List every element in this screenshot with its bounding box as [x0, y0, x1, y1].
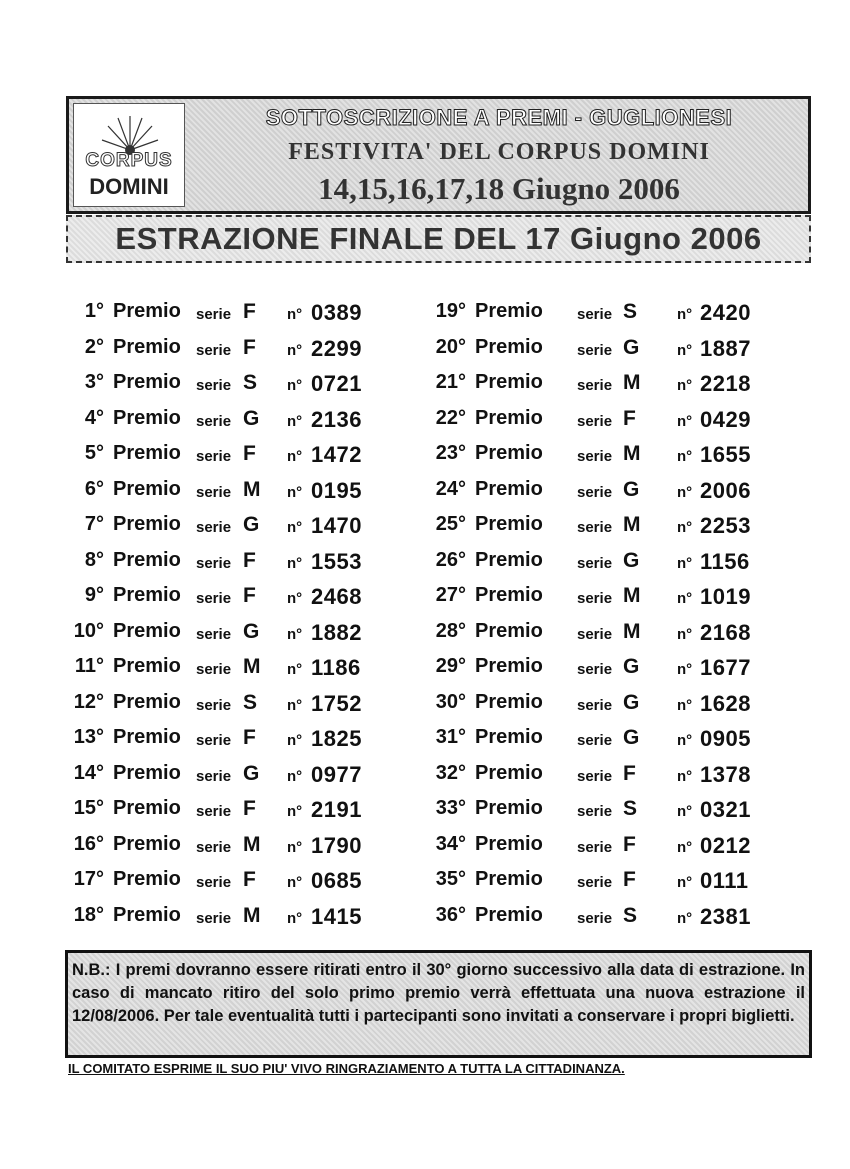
prize-rank: 1° [84, 300, 104, 322]
serie-letter: G [243, 513, 260, 536]
premio-label: Premio [475, 513, 543, 535]
prize-number: 0905 [700, 726, 751, 751]
prize-rank: 32° [435, 761, 466, 784]
numero-label: n° [287, 590, 303, 607]
serie-label: serie [577, 838, 613, 856]
prize-rank: 7° [84, 513, 104, 535]
prize-number: 1186 [311, 655, 361, 680]
prize-rank: 26° [435, 548, 466, 571]
prize-rank: 27° [435, 584, 466, 606]
numero-label: n° [677, 590, 693, 607]
prize-number: 2381 [700, 903, 751, 929]
serie-label: serie [196, 696, 232, 714]
serie-label: serie [577, 803, 613, 820]
serie-letter: M [243, 655, 261, 678]
prize-rank: 25° [435, 513, 466, 535]
prize-rank: 12° [73, 690, 104, 713]
premio-label: Premio [475, 406, 543, 429]
serie-label: serie [196, 590, 232, 607]
premio-label: Premio [475, 726, 543, 748]
header-line-3: 14,15,16,17,18 Giugno 2006 [318, 171, 680, 206]
serie-letter: F [623, 868, 636, 891]
prize-number: 0429 [700, 406, 751, 432]
serie-letter: S [623, 300, 638, 323]
prize-rank: 36° [435, 903, 466, 926]
serie-label: serie [196, 909, 232, 927]
serie-letter: M [243, 477, 261, 501]
serie-letter: F [243, 442, 256, 465]
serie-label: serie [577, 377, 613, 394]
premio-label: Premio [113, 300, 181, 322]
prize-rank: 4° [84, 406, 104, 429]
serie-letter: M [623, 619, 641, 643]
numero-label: n° [677, 412, 693, 430]
serie-label: serie [196, 625, 232, 643]
footer-thanks: IL COMITATO ESPRIME IL SUO PIU' VIVO RINGRAZIAMENTO A TUTTA LA CITTADINANZA. [68, 1061, 625, 1076]
prize-number: 0685 [311, 868, 362, 893]
serie-letter: G [623, 548, 640, 572]
prize-rank: 31° [435, 726, 466, 748]
header-banner [66, 96, 811, 214]
prize-number: 0212 [700, 832, 751, 858]
numero-label: n° [287, 874, 303, 891]
prize-number: 0389 [311, 300, 362, 325]
serie-letter: F [243, 548, 256, 572]
serie-letter: S [623, 797, 638, 820]
prize-number: 1752 [311, 690, 362, 716]
serie-letter: F [243, 868, 256, 891]
numero-label: n° [287, 377, 303, 394]
prize-number: 1628 [700, 690, 751, 716]
prize-rank: 18° [73, 903, 104, 926]
premio-label: Premio [113, 797, 181, 819]
numero-label: n° [287, 909, 303, 927]
serie-letter: G [623, 726, 640, 749]
premio-label: Premio [113, 406, 181, 429]
numero-label: n° [677, 483, 693, 501]
prize-number: 2006 [700, 477, 751, 503]
premio-label: Premio [113, 513, 181, 535]
serie-letter: G [243, 619, 260, 643]
serie-label: serie [196, 483, 232, 501]
prize-rank: 14° [73, 761, 104, 784]
prize-number: 0321 [700, 797, 751, 822]
prize-number: 1415 [311, 903, 362, 929]
prize-rank: 15° [73, 797, 104, 819]
serie-letter: F [623, 832, 636, 856]
prize-rank: 19° [435, 300, 466, 322]
serie-label: serie [577, 909, 613, 927]
prize-rank: 13° [73, 726, 104, 748]
serie-label: serie [196, 767, 232, 785]
premio-label: Premio [113, 726, 181, 748]
premio-label: Premio [475, 797, 543, 819]
prize-number: 1677 [700, 655, 751, 680]
serie-letter: F [243, 797, 256, 820]
prize-number: 1470 [311, 513, 362, 538]
numero-label: n° [677, 554, 693, 572]
numero-label: n° [677, 377, 693, 394]
serie-letter: G [623, 655, 640, 678]
numero-label: n° [677, 874, 693, 891]
prize-rank: 10° [73, 619, 104, 642]
numero-label: n° [287, 661, 303, 678]
corpus-domini-logo [73, 103, 185, 207]
serie-letter: G [623, 690, 640, 714]
premio-label: Premio [113, 619, 181, 642]
numero-label: n° [287, 341, 303, 359]
serie-label: serie [196, 803, 232, 820]
premio-label: Premio [475, 619, 543, 642]
numero-label: n° [287, 306, 303, 323]
premio-label: Premio [113, 903, 181, 926]
premio-label: Premio [113, 655, 181, 677]
logo-text-top: CORPUS [85, 150, 173, 171]
prize-rank: 30° [435, 690, 466, 713]
prize-number: 0977 [311, 761, 362, 787]
premio-label: Premio [475, 868, 543, 890]
numero-label: n° [287, 838, 303, 856]
notice-text: N.B.: I premi dovranno essere ritirati entro il 30° giorno successivo alla data di estrazione. In caso di mancato ritiro del solo primo premio verrà effettuata una nuova estrazione il 12/08/2006. Per tale eventualità tutti i partecipanti sono invitati a conservare i propri biglietti. [72, 961, 805, 1025]
serie-letter: S [623, 903, 638, 927]
premio-label: Premio [475, 300, 543, 322]
serie-label: serie [577, 448, 613, 465]
logo-text-bottom: DOMINI [89, 174, 169, 199]
serie-letter: S [243, 690, 258, 714]
premio-label: Premio [113, 371, 181, 393]
serie-label: serie [577, 874, 613, 891]
numero-label: n° [677, 767, 693, 785]
prize-number: 2468 [311, 584, 362, 609]
numero-label: n° [677, 909, 693, 927]
premio-label: Premio [475, 335, 543, 358]
serie-letter: F [243, 335, 256, 359]
numero-label: n° [287, 732, 303, 749]
premio-label: Premio [113, 584, 181, 606]
prize-rank: 35° [435, 868, 466, 890]
serie-label: serie [577, 306, 613, 323]
prize-rank: 5° [84, 442, 104, 464]
prize-rank: 6° [84, 477, 104, 500]
serie-letter: M [623, 371, 641, 394]
numero-label: n° [677, 448, 693, 465]
serie-letter: M [623, 513, 641, 536]
prize-number: 0195 [311, 477, 362, 503]
premio-label: Premio [475, 584, 543, 606]
serie-label: serie [577, 590, 613, 607]
notice-box [65, 950, 812, 1058]
prize-number: 1019 [700, 584, 751, 609]
serie-letter: G [243, 761, 260, 785]
serie-letter: G [243, 406, 260, 430]
serie-label: serie [577, 341, 613, 359]
numero-label: n° [287, 519, 303, 536]
numero-label: n° [677, 838, 693, 856]
serie-label: serie [577, 661, 613, 678]
prize-number: 2420 [700, 300, 751, 325]
serie-letter: F [243, 300, 256, 323]
serie-letter: F [623, 406, 636, 430]
serie-label: serie [577, 625, 613, 643]
premio-label: Premio [475, 371, 543, 393]
prize-number: 1378 [700, 761, 751, 787]
numero-label: n° [287, 554, 303, 572]
prize-rank: 17° [73, 868, 104, 890]
prize-number: 2218 [700, 371, 751, 396]
serie-label: serie [196, 412, 232, 430]
serie-label: serie [196, 554, 232, 572]
premio-label: Premio [475, 477, 543, 500]
draw-title-box [66, 215, 811, 263]
serie-label: serie [196, 341, 232, 359]
premio-label: Premio [113, 868, 181, 890]
serie-label: serie [577, 412, 613, 430]
prize-number: 1790 [311, 832, 362, 858]
prize-number: 2168 [700, 619, 751, 645]
serie-label: serie [196, 306, 232, 323]
prize-rank: 23° [435, 442, 466, 464]
serie-label: serie [196, 519, 232, 536]
serie-label: serie [196, 661, 232, 678]
numero-label: n° [677, 341, 693, 359]
serie-label: serie [577, 696, 613, 714]
prize-number: 1887 [700, 335, 751, 361]
numero-label: n° [287, 696, 303, 714]
prize-number: 1655 [700, 442, 751, 467]
premio-label: Premio [475, 655, 543, 677]
numero-label: n° [677, 625, 693, 643]
serie-letter: M [243, 903, 261, 927]
prize-rank: 8° [84, 548, 104, 571]
serie-letter: M [623, 584, 641, 607]
numero-label: n° [287, 448, 303, 465]
header-line-2: FESTIVITA' DEL CORPUS DOMINI [288, 139, 710, 165]
numero-label: n° [677, 696, 693, 714]
serie-letter: F [623, 761, 636, 785]
numero-label: n° [287, 483, 303, 501]
prize-number: 1825 [311, 726, 362, 751]
serie-label: serie [196, 732, 232, 749]
serie-letter: M [623, 442, 641, 465]
prize-rank: 20° [435, 335, 466, 358]
premio-label: Premio [475, 442, 543, 464]
numero-label: n° [287, 625, 303, 643]
premio-label: Premio [113, 335, 181, 358]
premio-label: Premio [475, 761, 543, 784]
prize-rank: 34° [435, 832, 466, 855]
prize-rank: 9° [84, 584, 104, 606]
serie-label: serie [577, 767, 613, 785]
prize-rank: 28° [435, 619, 466, 642]
header-line-1: SOTTOSCRIZIONE A PREMI - GUGLIONESI [265, 105, 733, 130]
prize-rank: 33° [435, 797, 466, 819]
serie-letter: F [243, 726, 256, 749]
prize-number: 1882 [311, 619, 362, 645]
serie-letter: F [243, 584, 256, 607]
serie-letter: G [623, 335, 640, 359]
serie-label: serie [577, 483, 613, 501]
serie-label: serie [196, 377, 232, 394]
serie-label: serie [577, 554, 613, 572]
prize-number: 2191 [311, 797, 362, 822]
premio-label: Premio [113, 690, 181, 713]
serie-label: serie [196, 448, 232, 465]
serie-letter: M [243, 832, 261, 856]
prize-number: 2136 [311, 406, 362, 432]
numero-label: n° [287, 767, 303, 785]
prize-rank: 3° [84, 371, 104, 393]
prize-number: 1472 [311, 442, 362, 467]
numero-label: n° [677, 306, 693, 323]
prize-number: 0721 [311, 371, 362, 396]
numero-label: n° [677, 732, 693, 749]
prize-rank: 24° [435, 477, 466, 500]
serie-letter: G [623, 477, 640, 501]
prize-number: 0111 [700, 868, 749, 893]
numero-label: n° [677, 519, 693, 536]
premio-label: Premio [475, 832, 543, 855]
prize-number: 2253 [700, 513, 751, 538]
serie-label: serie [196, 838, 232, 856]
serie-letter: S [243, 371, 258, 394]
prize-rank: 16° [73, 832, 104, 855]
premio-label: Premio [113, 477, 181, 500]
prize-number: 1553 [311, 548, 362, 574]
prize-rank: 11° [74, 655, 104, 677]
prize-rank: 29° [435, 655, 466, 677]
numero-label: n° [677, 661, 693, 678]
prize-number: 2299 [311, 335, 362, 361]
draw-title: ESTRAZIONE FINALE DEL 17 Giugno 2006 [115, 221, 762, 256]
prize-number: 1156 [700, 548, 750, 574]
serie-label: serie [577, 732, 613, 749]
numero-label: n° [287, 412, 303, 430]
numero-label: n° [287, 803, 303, 820]
premio-label: Premio [113, 442, 181, 464]
prize-rank: 2° [84, 335, 104, 358]
prize-rank: 22° [435, 406, 466, 429]
premio-label: Premio [113, 548, 181, 571]
prize-rank: 21° [435, 371, 466, 393]
premio-label: Premio [475, 903, 543, 926]
premio-label: Premio [475, 548, 543, 571]
premio-label: Premio [475, 690, 543, 713]
serie-label: serie [196, 874, 232, 891]
serie-label: serie [577, 519, 613, 536]
numero-label: n° [677, 803, 693, 820]
premio-label: Premio [113, 761, 181, 784]
premio-label: Premio [113, 832, 181, 855]
